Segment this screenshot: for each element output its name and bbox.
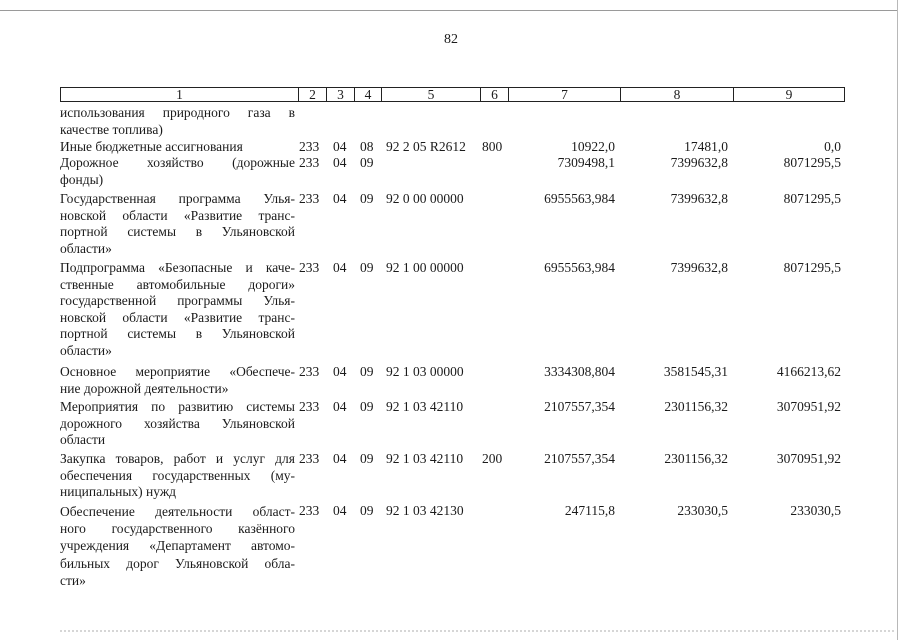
- row-name-line: портной системы в Ульяновской: [60, 224, 295, 240]
- cell-col-5: 92 1 00 00000: [386, 260, 464, 275]
- cell-col-3: 04: [333, 191, 347, 206]
- table-row: [0, 191, 905, 256]
- cell-col-9: 3070951,92: [776, 451, 841, 466]
- header-col-1: 1: [176, 87, 183, 102]
- header-col-9: 9: [733, 88, 844, 101]
- row-name: [60, 399, 295, 449]
- row-name: [60, 155, 295, 188]
- header-col-2: 2: [298, 88, 326, 101]
- cell-col-4: 09: [360, 503, 374, 518]
- cell-col-5: 92 2 05 R2612: [386, 139, 466, 154]
- table-row: [0, 399, 905, 448]
- cell-col-3: 04: [333, 155, 347, 170]
- row-name-line: Мероприятия по развитию системы: [60, 399, 295, 414]
- cell-col-3: 04: [333, 260, 347, 275]
- row-name-line: Основное мероприятие «Обеспече-: [60, 364, 295, 379]
- row-name: [60, 364, 295, 397]
- table-row: [0, 260, 905, 358]
- row-name: [60, 139, 295, 156]
- cell-col-2: 233: [299, 503, 320, 518]
- cell-col-7: 2107557,354: [544, 451, 615, 466]
- row-name-line: учреждения «Департамент автомо-: [60, 538, 295, 554]
- page-number: 82: [444, 32, 458, 47]
- table-row: [0, 139, 905, 154]
- cell-col-7: 6955563,984: [544, 260, 615, 275]
- cell-col-8: 17481,0: [684, 139, 728, 154]
- cell-col-7: 10922,0: [571, 139, 615, 154]
- row-name-line: Подпрограмма «Безопасные и каче-: [60, 260, 295, 275]
- cell-col-2: 233: [299, 191, 320, 206]
- cell-col-4: 09: [360, 364, 374, 379]
- row-name-line: области»: [60, 240, 112, 256]
- row-name: [60, 451, 295, 501]
- cell-col-7: 247115,8: [564, 503, 615, 518]
- cell-col-4: 09: [360, 451, 374, 466]
- table-row: [0, 155, 905, 187]
- header-col-5: 5: [381, 88, 480, 101]
- cell-col-5: 92 0 00 00000: [386, 191, 464, 206]
- row-name: [60, 503, 295, 589]
- row-name-line: Иные бюджетные ассигнования: [60, 139, 243, 154]
- cell-col-8: 2301156,32: [664, 451, 728, 466]
- row-name-line: ние дорожной деятельности»: [60, 380, 229, 396]
- row-name-line: ного государственного казённого: [60, 521, 295, 537]
- scan-border-right: [897, 0, 898, 640]
- cell-col-3: 04: [333, 451, 347, 466]
- cell-col-4: 09: [360, 155, 374, 170]
- cell-col-9: 8071295,5: [783, 191, 841, 206]
- row-name-line: обеспечения государственных (му-: [60, 467, 295, 483]
- header-col-4: 4: [354, 88, 381, 101]
- cell-col-5: 92 1 03 42130: [386, 503, 464, 518]
- cell-col-7: 3334308,804: [544, 364, 615, 379]
- cell-col-2: 233: [299, 399, 320, 414]
- row-name-line: Дорожное хозяйство (дорожные: [60, 155, 295, 170]
- cell-col-8: 233030,5: [677, 503, 728, 518]
- cell-col-2: 233: [299, 139, 320, 154]
- scan-border-top: [0, 10, 897, 11]
- cell-col-4: 08: [360, 139, 374, 154]
- table-row: [0, 451, 905, 500]
- row-name-line: сти»: [60, 572, 86, 588]
- row-name-line: дорожного хозяйства Ульяновской: [60, 415, 295, 431]
- row-name-line: Закупка товаров, работ и услуг для: [60, 451, 295, 466]
- cell-col-8: 3581545,31: [663, 364, 728, 379]
- row-name-line: новской области «Развитие транс-: [60, 207, 295, 223]
- row-name-line: бильных дорог Ульяновской обла-: [60, 555, 295, 571]
- cell-col-9: 233030,5: [790, 503, 841, 518]
- cell-col-2: 233: [299, 155, 320, 170]
- cell-col-8: 7399632,8: [670, 155, 728, 170]
- cell-col-5: 92 1 03 00000: [386, 364, 464, 379]
- table-row: [0, 105, 905, 137]
- cell-col-9: 8071295,5: [783, 155, 841, 170]
- row-name: [60, 191, 295, 257]
- row-name-line: Обеспечение деятельности област-: [60, 504, 295, 519]
- header-col-3: 3: [326, 88, 354, 101]
- cell-col-2: 233: [299, 260, 320, 275]
- cell-col-3: 04: [333, 364, 347, 379]
- row-name: [60, 260, 295, 360]
- cell-col-3: 04: [333, 399, 347, 414]
- row-name-line: портной системы в Ульяновской: [60, 326, 295, 342]
- cell-col-4: 09: [360, 191, 374, 206]
- row-name-line: ниципальных) нужд: [60, 484, 177, 500]
- cell-col-4: 09: [360, 260, 374, 275]
- cell-col-4: 09: [360, 399, 374, 414]
- row-name: [60, 105, 295, 138]
- header-col-7: 7: [508, 88, 620, 101]
- cell-col-8: 7399632,8: [670, 260, 728, 275]
- cell-col-2: 233: [299, 451, 320, 466]
- cell-col-9: 3070951,92: [776, 399, 841, 414]
- cell-col-8: 7399632,8: [670, 191, 728, 206]
- cell-col-5: 92 1 03 42110: [386, 451, 464, 466]
- cell-col-2: 233: [299, 364, 320, 379]
- scan-border-bottom: [60, 630, 894, 632]
- row-name-line: Государственная программа Улья-: [60, 191, 295, 206]
- row-name-line: качестве топлива): [60, 121, 163, 137]
- row-name-line: области: [60, 432, 106, 448]
- cell-col-7: 7309498,1: [557, 155, 615, 170]
- cell-col-9: 0,0: [824, 139, 841, 154]
- header-col-6: 6: [480, 88, 508, 101]
- cell-col-9: 4166213,62: [776, 364, 841, 379]
- cell-col-9: 8071295,5: [783, 260, 841, 275]
- table-row: [0, 503, 905, 588]
- header-col-8: 8: [620, 88, 733, 101]
- cell-col-7: 6955563,984: [544, 191, 615, 206]
- row-name-line: новской области «Развитие транс-: [60, 309, 295, 325]
- table-row: [0, 364, 905, 396]
- row-name-line: государственной программы Улья-: [60, 293, 295, 309]
- cell-col-6: 800: [482, 139, 503, 154]
- cell-col-3: 04: [333, 139, 347, 154]
- cell-col-6: 200: [482, 451, 503, 466]
- table-header: [60, 87, 845, 102]
- row-name-line: фонды): [60, 171, 104, 187]
- cell-col-5: 92 1 03 42110: [386, 399, 464, 414]
- cell-col-8: 2301156,32: [664, 399, 728, 414]
- row-name-line: использования природного газа в: [60, 105, 295, 120]
- row-name-line: ственные автомобильные дороги»: [60, 276, 295, 292]
- cell-col-3: 04: [333, 503, 347, 518]
- row-name-line: области»: [60, 342, 112, 358]
- cell-col-7: 2107557,354: [544, 399, 615, 414]
